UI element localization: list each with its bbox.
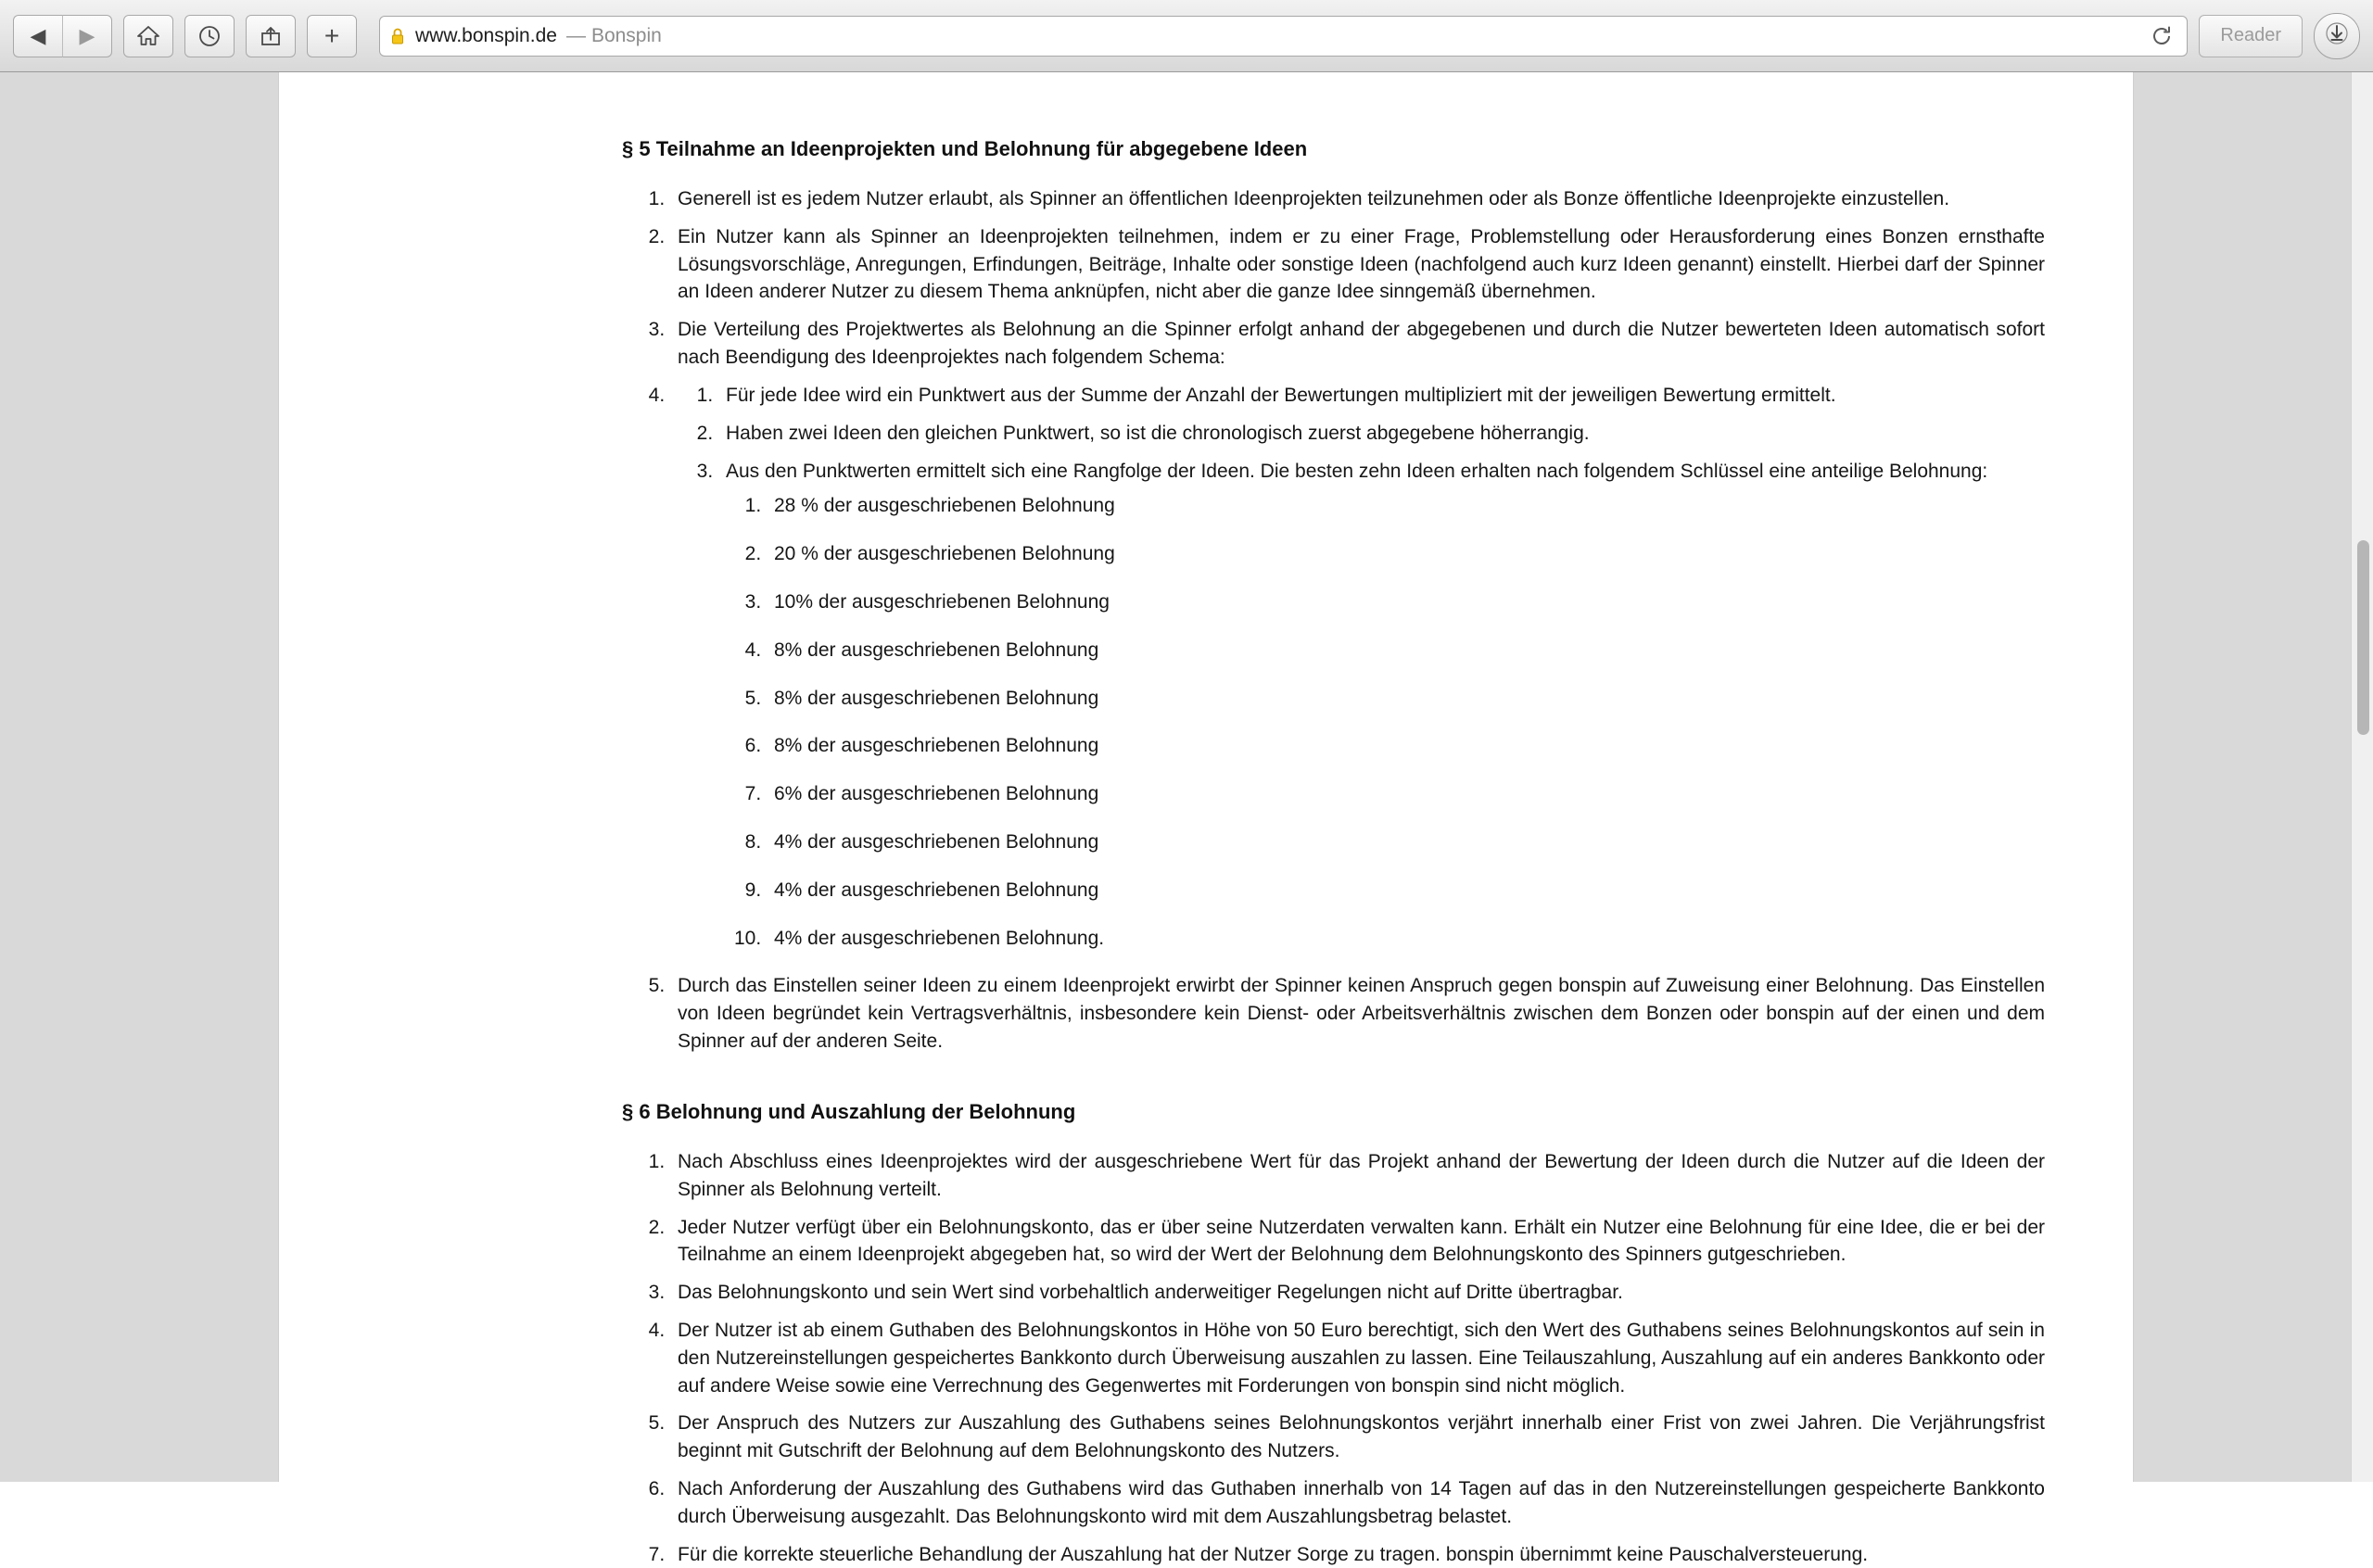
section-5-list (622, 185, 2045, 1056)
list-item: 5. Durch das Einstellen seiner Ideen zu einem Ideenprojekt erwirbt der Spinner keinen Anspruch gegen bonspin auf Zuweisung einer Belohnung. Das Einstellen von Ideen begründet kein Vertragsverhältnis, insbesondere kein Dienst- oder Arbeitsverhältnis zwischen dem Bonzen oder bonspin auf der einen und dem Spinner auf der anderen Seite. (670, 972, 2045, 1055)
share-button[interactable] (246, 15, 296, 57)
vertical-scrollbar[interactable] (2351, 72, 2373, 1482)
back-button[interactable] (13, 15, 63, 57)
list-item-text: Aus den Punktwerten ermittelt sich eine Rangfolge der Ideen. Die besten zehn Ideen erhalten nach folgendem Schlüssel eine anteilige Belohnung: (726, 460, 1988, 482)
list-item (718, 458, 2045, 953)
clock-icon (197, 24, 222, 48)
list-item: 2. 20 % der ausgeschriebenen Belohnung (767, 540, 2045, 568)
list-item: 4. Der Nutzer ist ab einem Guthaben des Belohnungskontos in Höhe von 50 Euro berechtigt, sich den Wert des Guthabens seines Belohnungskontos auf sein in den Nutzereinstellungen gespeichertes Bankkonto durch Überweisung auszahlen zu lassen. Eine Teilauszahlung, Auszahlung auf ein anderes Bankkonto oder auf andere Weise sowie eine Verrechnung des Gegenwertes mit Forderungen von bonspin sind nicht möglich. (670, 1317, 2045, 1399)
list-item: 1. 4. Für jede Idee wird ein Punktwert aus der Summe der Anzahl der Bewertungen multipliziert mit der jeweiligen Bewertung ermittelt. (718, 382, 2045, 410)
back-arrow-icon: ◀ (30, 23, 46, 47)
list-item: 6. 8% der ausgeschriebenen Belohnung (767, 732, 2045, 760)
list-item: 1. Generell ist es jedem Nutzer erlaubt, als Spinner an öffentlichen Ideenprojekten teilzunehmen oder als Bonze öffentliche Ideenprojekte einzustellen. (670, 185, 2045, 213)
list-item: 10. 4% der ausgeschriebenen Belohnung. (767, 925, 2045, 953)
home-icon (136, 25, 160, 47)
list-item: 1. Nach Abschluss eines Ideenprojektes wird der ausgeschriebene Wert für das Projekt anhand der Bewertung der Ideen durch die Nutzer auf die Ideen der Spinner als Belohnung verteilt. (670, 1148, 2045, 1204)
list-item: 8. 4% der ausgeschriebenen Belohnung (767, 828, 2045, 856)
reload-button[interactable] (2146, 20, 2177, 52)
list-item: 2. Haben zwei Ideen den gleichen Punktwert, so ist die chronologisch zuerst abgegebene höherrangig. (718, 420, 2045, 448)
reward-share-list (726, 492, 2045, 952)
page-title-text: Bonspin (590, 24, 662, 46)
list-item: 3. 10% der ausgeschriebenen Belohnung (767, 588, 2045, 616)
list-item: 4. 8% der ausgeschriebenen Belohnung (767, 637, 2045, 664)
url-text: www.bonspin.de (415, 24, 557, 46)
list-item: 6. Nach Anforderung der Auszahlung des Guthabens wird das Guthaben innerhalb von 14 Tagen auf das in den Nutzereinstellungen gespeicherte Bankkonto durch Überweisung ausgezahlt. Das Belohnungskonto wird mit dem Auszahlungsbetrag belastet. (670, 1475, 2045, 1531)
browser-toolbar (0, 0, 2373, 72)
plus-icon: + (324, 20, 340, 50)
list-item: 9. 4% der ausgeschriebenen Belohnung (767, 877, 2045, 904)
list-item: 3. Das Belohnungskonto und sein Wert sind vorbehaltlich anderweitiger Regelungen nicht auf Dritte übertragbar. (670, 1279, 2045, 1307)
list-item-nested-wrapper (670, 382, 2045, 953)
section-5-heading: § 5 Teilnahme an Ideenprojekten und Belohnung für abgegebene Ideen (622, 137, 1308, 160)
list-item: 1. 28 % der ausgeschriebenen Belohnung (767, 492, 2045, 520)
download-icon (2325, 21, 2349, 50)
history-button[interactable] (184, 15, 235, 57)
list-item: 5. Der Anspruch des Nutzers zur Auszahlung des Guthabens seines Belohnungskontos verjährt innerhalb einer Frist von zwei Jahren. Die Verjährungsfrist beginnt mit Gutschrift der Belohnung auf dem Belohnungskonto des Nutzers. (670, 1410, 2045, 1465)
list-item: 7. Für die korrekte steuerliche Behandlung der Auszahlung hat der Nutzer Sorge zu tragen. bonspin übernimmt keine Pauschalversteuerung. (670, 1541, 2045, 1568)
forward-button[interactable] (63, 15, 112, 57)
list-item: 5. 8% der ausgeschriebenen Belohnung (767, 685, 2045, 713)
new-tab-button[interactable] (307, 15, 357, 57)
reader-label: Reader (2220, 25, 2281, 45)
reader-button[interactable] (2199, 15, 2303, 57)
page-viewport (0, 72, 2373, 1565)
list-item: 2. Jeder Nutzer verfügt über ein Belohnungskonto, das er über seine Nutzerdaten verwalten kann. Erhält ein Nutzer eine Belohnung für eine Idee, die er bei der Teilnahme an einem Ideenprojekt abgegeben hat, so wird der Wert der Belohnung dem Belohnungskonto des Spinners gutgeschrieben. (670, 1214, 2045, 1270)
section-6-list (622, 1148, 2045, 1568)
list-item: 3. Die Verteilung des Projektwertes als Belohnung an die Spinner erfolgt anhand der abgegebenen und durch die Nutzer bewerteten Ideen automatisch sofort nach Beendigung des Ideenprojektes nach folgendem Schema: (670, 316, 2045, 372)
lock-icon (389, 26, 406, 46)
address-bar[interactable] (379, 16, 2188, 57)
section-5-sublist (678, 382, 2045, 953)
share-icon (259, 25, 283, 47)
document-sheet (278, 72, 2134, 1565)
list-item: 7. 6% der ausgeschriebenen Belohnung (767, 780, 2045, 808)
url-separator: — (565, 24, 586, 46)
navigation-buttons (13, 15, 123, 57)
downloads-button[interactable] (2314, 13, 2360, 59)
document-content (279, 72, 2133, 1568)
scrollbar-thumb[interactable] (2357, 540, 2369, 735)
list-item: 2. Ein Nutzer kann als Spinner an Ideenprojekten teilnehmen, indem er zu einer Frage, Problemstellung oder Herausforderung eines Bonzen ernsthafte Lösungsvorschläge, Anregungen, Erfindungen, Beiträge, Inhalte oder sonstige Ideen (nachfolgend auch kurz Ideen genannt) einstellt. Hierbei darf der Spinner an Ideen anderer Nutzer zu diesem Thema anknüpfen, nicht aber die ganze Idee sinngemäß übernehmen. (670, 223, 2045, 306)
home-button[interactable] (123, 15, 173, 57)
forward-arrow-icon: ▶ (79, 23, 95, 47)
section-6-heading: § 6 Belohnung und Auszahlung der Belohnung (622, 1099, 1076, 1123)
